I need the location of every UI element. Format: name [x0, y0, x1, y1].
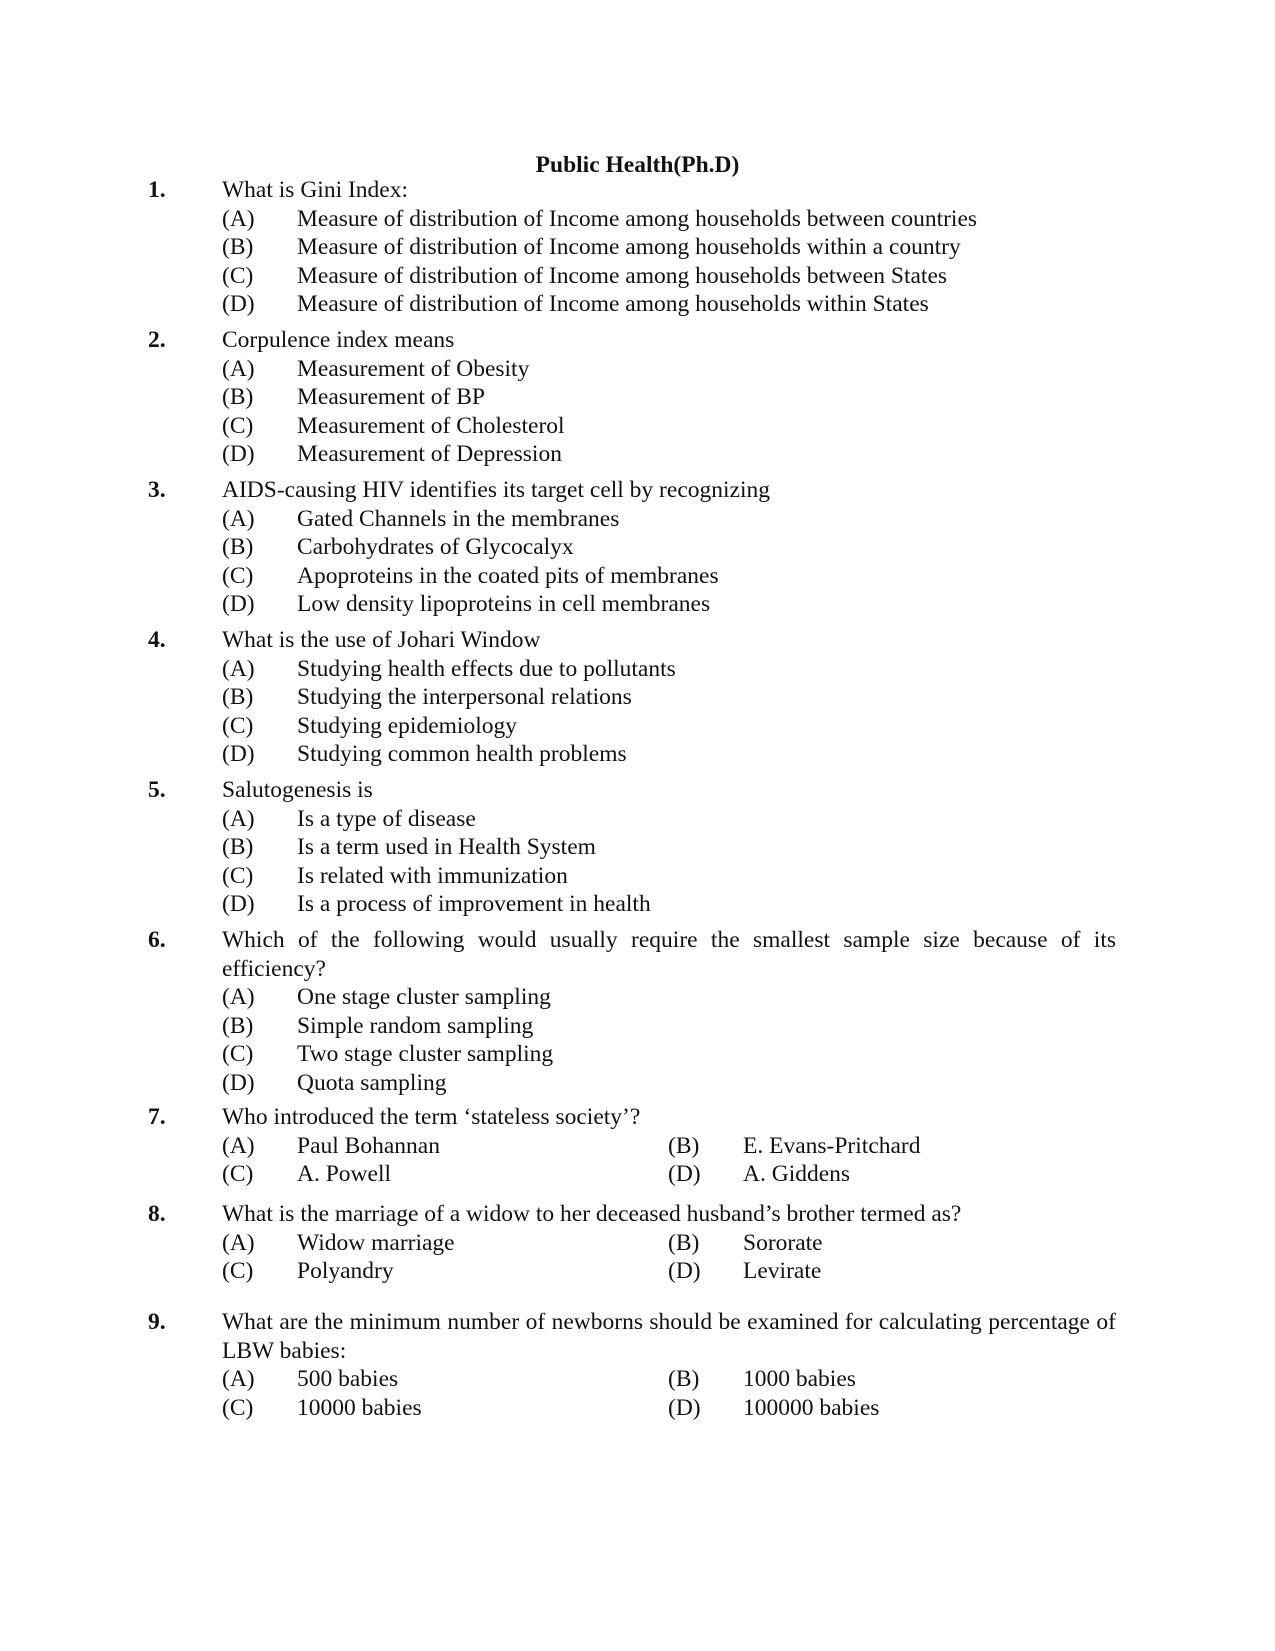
- question-text: What is Gini Index:: [222, 177, 409, 203]
- question-text: What is the marriage of a widow to her deceased husband’s brother termed as?: [222, 1201, 962, 1227]
- option-a: [222, 1229, 668, 1258]
- option-label: (D): [222, 441, 255, 467]
- option-text: Sororate: [743, 1229, 823, 1256]
- question-number: 6.: [148, 927, 166, 953]
- option-text: Is a process of improvement in health: [297, 891, 651, 917]
- options-grid: [222, 1229, 1116, 1286]
- option-label: (C): [222, 712, 254, 739]
- option-label: (B): [222, 384, 254, 410]
- question-number: 7.: [148, 1104, 166, 1130]
- option-text: Measurement of Depression: [297, 441, 562, 467]
- option-text: Gated Channels in the membranes: [297, 505, 620, 532]
- option-label: (D): [222, 591, 255, 617]
- option-c: [222, 1040, 1116, 1069]
- option-label: (D): [222, 891, 255, 917]
- option-b: [222, 1012, 1116, 1041]
- option-d: [222, 290, 1116, 319]
- option-a: [222, 983, 1116, 1012]
- option-text: E. Evans-Pritchard: [743, 1132, 921, 1159]
- option-label: (C): [222, 1394, 254, 1421]
- options-list: [222, 655, 1116, 769]
- option-text: 1000 babies: [743, 1366, 856, 1392]
- option-b: [222, 233, 1116, 262]
- option-d: [668, 1257, 1114, 1286]
- option-label: (B): [222, 534, 254, 560]
- option-text: Measure of distribution of Income among households within a country: [297, 234, 961, 260]
- option-text: Low density lipoproteins in cell membranes: [297, 591, 711, 617]
- option-c: [222, 712, 1116, 741]
- option-label: (D): [222, 741, 255, 767]
- option-text: Measure of distribution of Income among households between States: [297, 262, 948, 289]
- option-label: (C): [222, 1258, 254, 1284]
- option-c: [222, 562, 1116, 591]
- options-list: [222, 355, 1116, 469]
- option-label: (B): [222, 1012, 254, 1039]
- option-c: [222, 1394, 668, 1423]
- option-b: [222, 683, 1116, 712]
- option-a: [222, 505, 1116, 534]
- option-label: (B): [222, 684, 254, 710]
- option-label: (A): [222, 355, 255, 382]
- option-d: [668, 1160, 1114, 1189]
- option-text: Is a type of disease: [297, 805, 476, 832]
- option-b: [668, 1132, 1114, 1161]
- option-d: [222, 590, 1116, 619]
- option-label: (A): [222, 805, 255, 832]
- option-text: Measure of distribution of Income among households within States: [297, 291, 929, 317]
- option-label: (C): [222, 412, 254, 439]
- option-label: (A): [222, 984, 255, 1010]
- option-d: [222, 1069, 1116, 1098]
- option-label: (C): [222, 862, 254, 889]
- option-b: [222, 833, 1116, 862]
- option-text: Studying the interpersonal relations: [297, 684, 632, 710]
- option-d: [222, 440, 1116, 469]
- option-label: (A): [222, 505, 255, 532]
- option-text: Studying epidemiology: [297, 712, 517, 739]
- options-grid: [222, 1132, 1116, 1189]
- option-text: A. Giddens: [743, 1161, 851, 1187]
- option-b: [222, 533, 1116, 562]
- option-d: [668, 1394, 1114, 1423]
- option-label: (B): [668, 1132, 700, 1159]
- option-label: (D): [222, 291, 255, 317]
- option-text: Two stage cluster sampling: [297, 1041, 554, 1067]
- options-list: [222, 983, 1116, 1097]
- options-list: [222, 805, 1116, 919]
- option-c: [222, 262, 1116, 291]
- options-grid: [222, 1365, 1116, 1422]
- option-label: (C): [222, 1161, 254, 1187]
- option-label: (D): [668, 1258, 701, 1284]
- option-text: Is a term used in Health System: [297, 834, 596, 860]
- option-label: (A): [222, 205, 255, 232]
- question-number: 4.: [148, 627, 166, 653]
- page-title: Public Health(Ph.D): [535, 152, 740, 178]
- option-text: Measurement of Cholesterol: [297, 412, 565, 439]
- option-c: [222, 862, 1116, 891]
- option-text: Carbohydrates of Glycocalyx: [297, 534, 574, 560]
- option-c: [222, 1257, 668, 1286]
- option-a: [222, 1365, 668, 1394]
- option-text: A. Powell: [297, 1161, 391, 1187]
- question-text: What is the use of Johari Window: [222, 627, 541, 653]
- question-text: Corpulence index means: [222, 327, 455, 353]
- question-text: Who introduced the term ‘stateless society’?: [222, 1104, 641, 1130]
- option-label: (C): [222, 262, 254, 289]
- option-text: Simple random sampling: [297, 1012, 534, 1039]
- option-a: [222, 655, 1116, 684]
- option-text: Apoproteins in the coated pits of membranes: [297, 562, 719, 589]
- option-label: (A): [222, 1229, 255, 1256]
- option-d: [222, 740, 1116, 769]
- option-text: 10000 babies: [297, 1394, 422, 1421]
- option-text: Levirate: [743, 1258, 822, 1284]
- option-b: [222, 383, 1116, 412]
- option-a: [222, 805, 1116, 834]
- question-number: 8.: [148, 1201, 166, 1227]
- option-label: (B): [668, 1366, 700, 1392]
- question-number: 5.: [148, 777, 166, 803]
- option-label: (A): [222, 1132, 255, 1159]
- options-list: [222, 205, 1116, 319]
- question-number: 1.: [148, 177, 166, 203]
- option-a: [222, 1132, 668, 1161]
- option-text: 100000 babies: [743, 1394, 880, 1421]
- option-label: (A): [222, 655, 255, 682]
- option-label: (A): [222, 1366, 255, 1392]
- question-number: 9.: [148, 1309, 166, 1335]
- option-b: [668, 1229, 1114, 1258]
- option-text: Is related with immunization: [297, 862, 568, 889]
- question-text: What are the minimum number of newborns should be examined for calculating percentage of LBW babies:: [222, 1309, 1116, 1364]
- option-label: (D): [668, 1394, 701, 1421]
- question-text: AIDS-causing HIV identifies its target cell by recognizing: [222, 477, 770, 503]
- options-list: [222, 505, 1116, 619]
- option-label: (D): [668, 1161, 701, 1187]
- option-text: 500 babies: [297, 1366, 399, 1392]
- option-label: (D): [222, 1069, 255, 1096]
- option-text: Studying common health problems: [297, 741, 627, 767]
- question-text: Salutogenesis is: [222, 777, 373, 803]
- option-label: (B): [668, 1229, 700, 1256]
- option-b: [668, 1365, 1114, 1394]
- option-c: [222, 1160, 668, 1189]
- option-text: Studying health effects due to pollutants: [297, 655, 676, 682]
- option-text: Measure of distribution of Income among households between countries: [297, 205, 978, 232]
- question-number: 3.: [148, 477, 166, 503]
- option-text: Quota sampling: [297, 1069, 447, 1096]
- option-text: Paul Bohannan: [297, 1132, 440, 1159]
- option-label: (C): [222, 562, 254, 589]
- option-text: Polyandry: [297, 1258, 394, 1284]
- option-text: Measurement of BP: [297, 384, 485, 410]
- question-text: Which of the following would usually require the smallest sample size because of its efficiency?: [222, 927, 1116, 982]
- option-label: (B): [222, 834, 254, 860]
- option-c: [222, 412, 1116, 441]
- option-label: (C): [222, 1041, 254, 1067]
- option-a: [222, 355, 1116, 384]
- option-a: [222, 205, 1116, 234]
- option-d: [222, 890, 1116, 919]
- option-text: One stage cluster sampling: [297, 984, 551, 1010]
- option-text: Widow marriage: [297, 1229, 455, 1256]
- option-text: Measurement of Obesity: [297, 355, 530, 382]
- question-number: 2.: [148, 327, 166, 353]
- option-label: (B): [222, 234, 254, 260]
